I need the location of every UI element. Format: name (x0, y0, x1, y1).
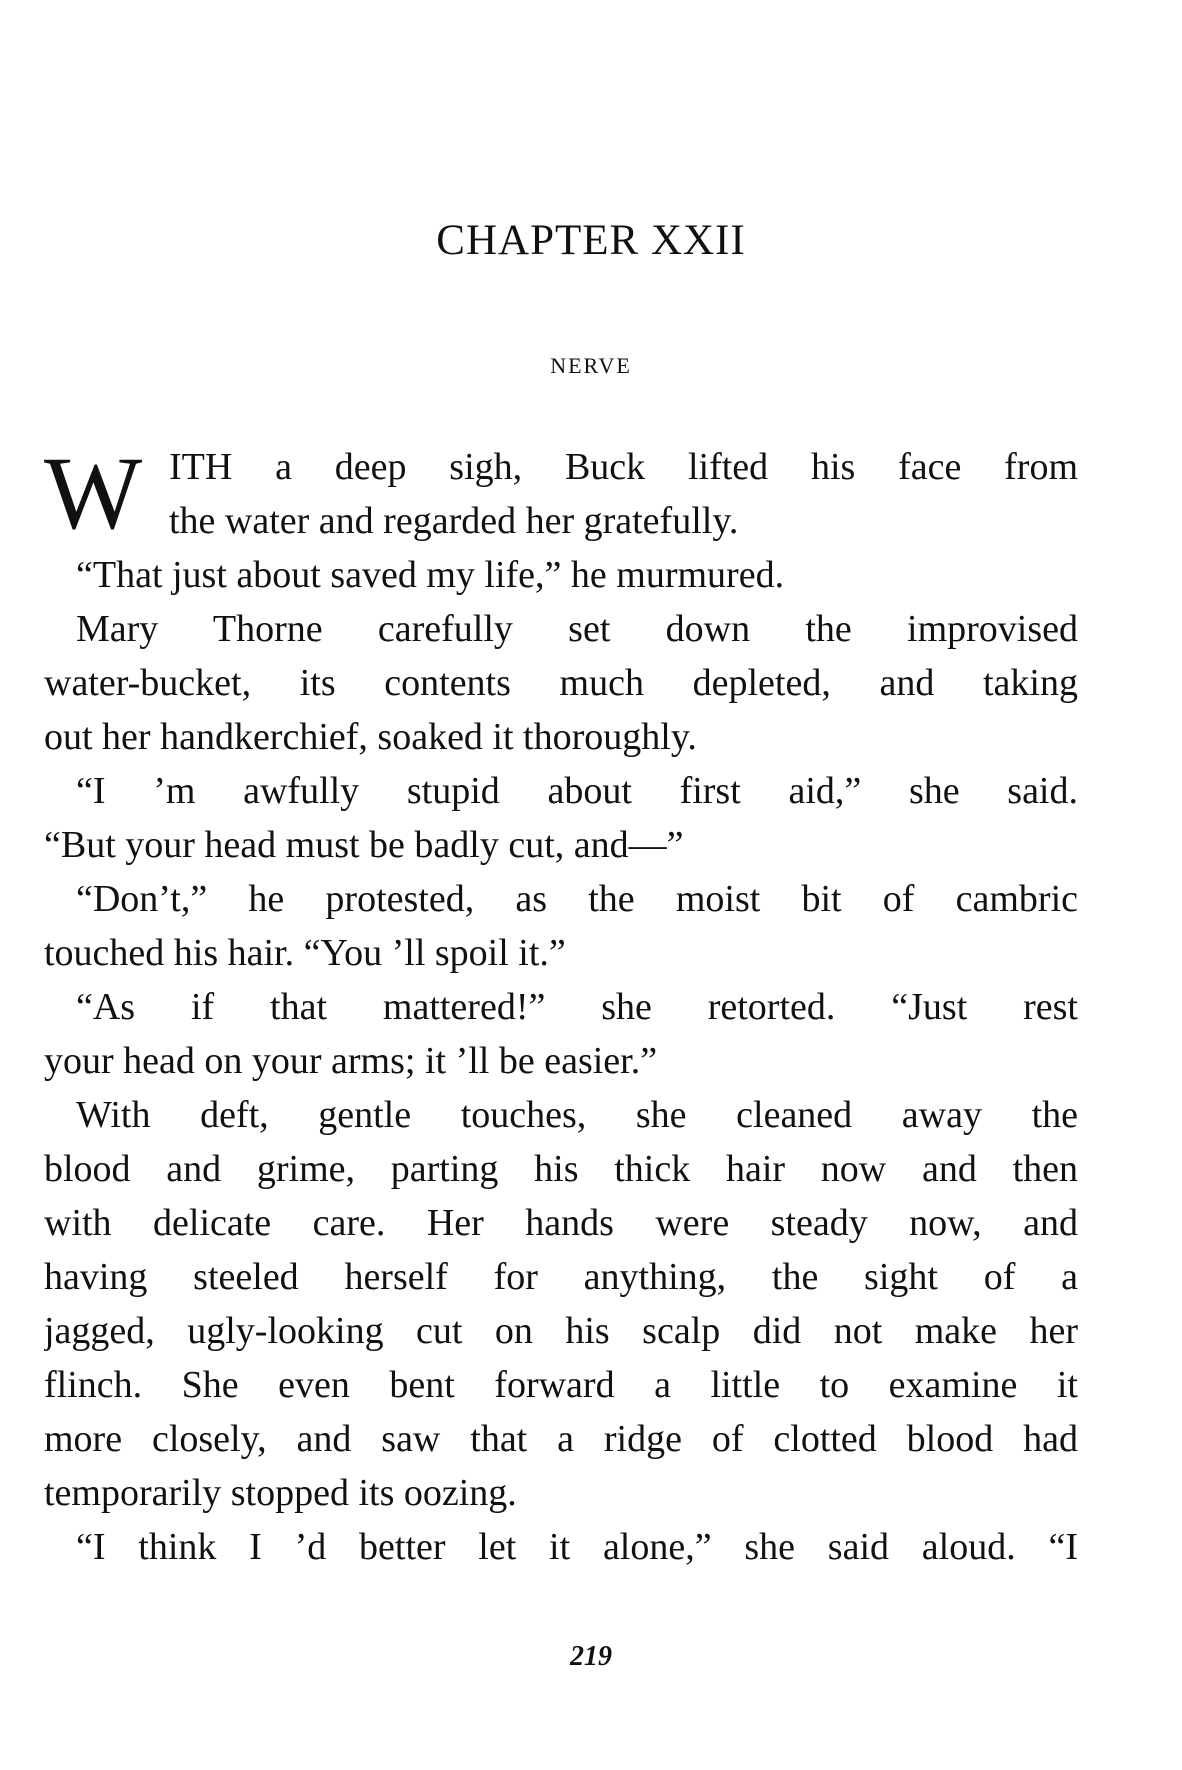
text-line: your head on your arms; it ’ll be easier.” (44, 1040, 658, 1082)
text-line: more closely, and saw that a ridge of clotted blood had (44, 1418, 1078, 1460)
body-text (44, 436, 1078, 1574)
text-line: blood and grime, parting his thick hair now and then (44, 1148, 1078, 1190)
text-line: with delicate care. Her hands were steady now, and (44, 1202, 1078, 1244)
text-line: having steeled herself for anything, the sight of a (44, 1256, 1078, 1298)
text-line: “I think I ’d better let it alone,” she said aloud. “I (76, 1526, 1078, 1568)
text-line: the water and regarded her gratefully. (169, 500, 739, 542)
page-number: 219 (570, 1641, 612, 1672)
chapter-subtitle: NERVE (550, 353, 632, 378)
text-line: touched his hair. “You ’ll spoil it.” (44, 932, 566, 974)
chapter-title: CHAPTER XXII (436, 217, 746, 264)
text-line: flinch. She even bent forward a little to examine it (44, 1364, 1078, 1406)
text-line: temporarily stopped its oozing. (44, 1472, 517, 1514)
text-line: “But your head must be badly cut, and—” (44, 824, 684, 866)
text-line: Mary Thorne carefully set down the improvised (76, 608, 1078, 650)
text-line: “That just about saved my life,” he murmured. (76, 554, 785, 596)
text-line: water-bucket, its contents much depleted, and taking (44, 662, 1078, 704)
text-line: jagged, ugly-looking cut on his scalp did not make her (44, 1310, 1078, 1352)
text-line: With deft, gentle touches, she cleaned away the (76, 1094, 1078, 1136)
drop-cap-letter: W (44, 436, 143, 551)
text-line: “I ’m awfully stupid about first aid,” she said. (76, 770, 1078, 812)
text-line: “Don’t,” he protested, as the moist bit of cambric (76, 878, 1078, 920)
opening-paragraph (44, 436, 1078, 551)
text-line: ITH a deep sigh, Buck lifted his face from (169, 446, 1078, 488)
text-line: out her handkerchief, soaked it thoroughly. (44, 716, 697, 758)
text-line: “As if that mattered!” she retorted. “Just rest (76, 986, 1078, 1028)
